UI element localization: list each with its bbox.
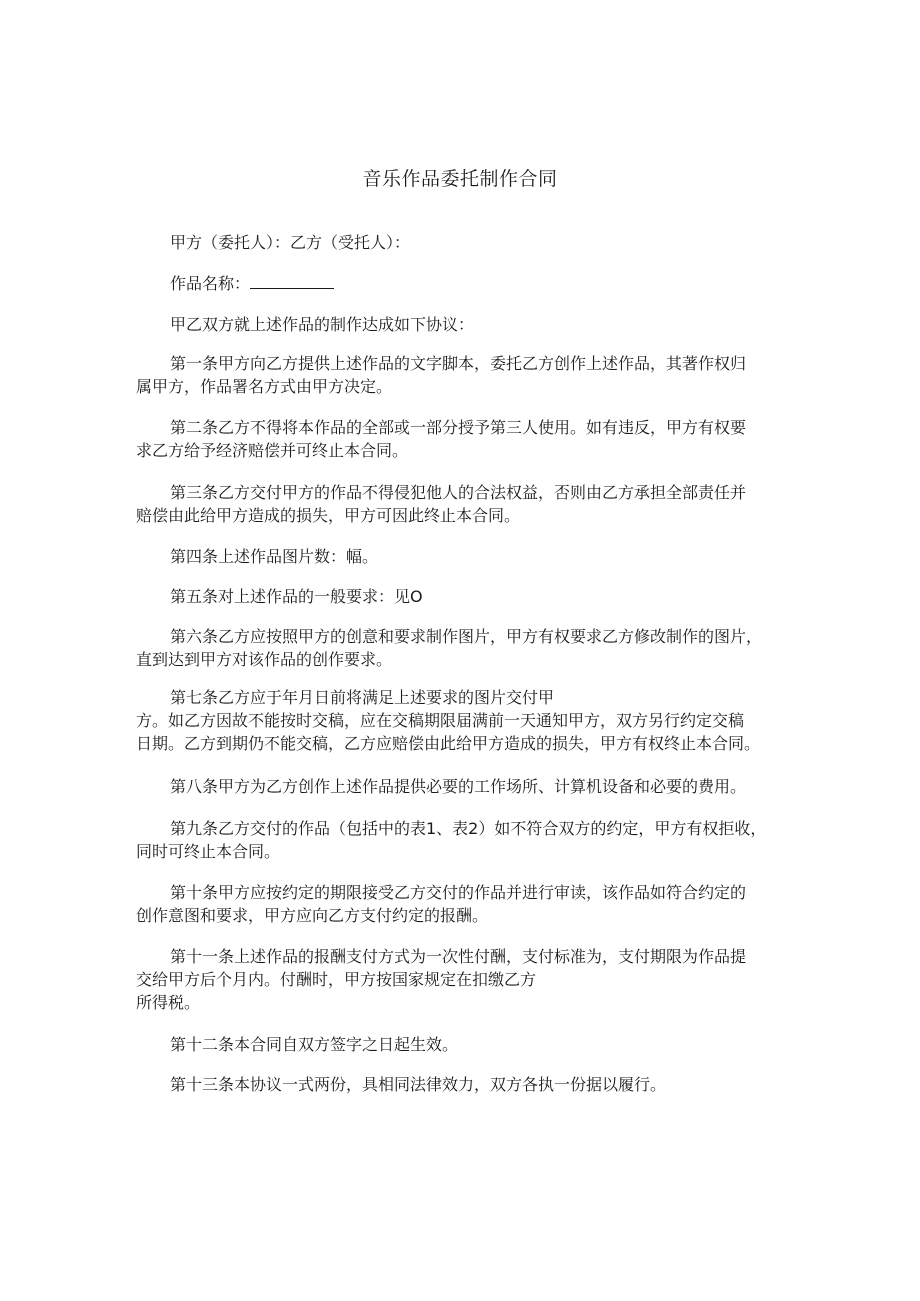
parties-line (136, 231, 796, 254)
article-3-line-2: 赔偿由此给甲方造成的损失，甲方可因此终止本合同。 (136, 506, 521, 525)
article-11 (136, 945, 796, 1014)
article-5-text: 第五条对上述作品的一般要求：见O (170, 587, 423, 606)
preamble (136, 313, 796, 336)
article-3-line-1: 第三条乙方交付甲方的作品不得侵犯他人的合法权益，否则由乙方承担全部责任并 (170, 483, 747, 502)
article-1-line-2: 属甲方，作品署名方式由甲方决定。 (136, 377, 393, 396)
article-9 (136, 817, 796, 863)
work-name-blank (250, 273, 334, 289)
work-name-line (136, 272, 796, 295)
article-13-text: 第十三条本协议一式两份，具相同法律效力，双方各执一份据以履行。 (170, 1075, 667, 1094)
article-12-text: 第十二条本合同自双方签字之日起生效。 (170, 1035, 459, 1054)
article-11-line-3: 所得税。 (136, 993, 201, 1012)
article-6 (136, 625, 796, 671)
article-10-line-1: 第十条甲方应按约定的期限接受乙方交付的作品并进行审读，该作品如符合约定的 (170, 883, 747, 902)
work-name-row (136, 272, 796, 295)
article-2 (136, 416, 796, 462)
article-8-text: 第八条甲方为乙方创作上述作品提供必要的工作场所、计算机设备和必要的费用。 (170, 777, 747, 796)
article-7 (136, 686, 796, 755)
article-6-line-1: 第六条乙方应按照甲方的创意和要求制作图片，甲方有权要求乙方修改制作的图片， (170, 627, 763, 646)
article-1-line-1: 第一条甲方向乙方提供上述作品的文字脚本，委托乙方创作上述作品，其著作权归 (170, 354, 747, 373)
article-11-line-2: 交给甲方后个月内。付酬时，甲方按国家规定在扣缴乙方 (136, 970, 537, 989)
article-3 (136, 481, 796, 527)
article-7-line-3: 日期。乙方到期仍不能交稿，乙方应赔偿由此给甲方造成的损失，甲方有权终止本合同。 (136, 734, 761, 753)
article-9-line-2: 同时可终止本合同。 (136, 842, 281, 861)
article-6-line-2: 直到达到甲方对该作品的创作要求。 (136, 650, 393, 669)
article-11-line-1: 第十一条上述作品的报酬支付方式为一次性付酬，支付标准为，支付期限为作品提 (170, 947, 747, 966)
article-10 (136, 881, 796, 927)
article-9-line-1: 第九条乙方交付的作品（包括中的表1、表2）如不符合双方的约定，甲方有权拒收， (170, 819, 767, 838)
article-8 (136, 775, 796, 798)
article-1 (136, 352, 796, 398)
article-7-line-1: 第七条乙方应于年月日前将满足上述要求的图片交付甲 (170, 688, 555, 707)
work-name-label: 作品名称： (170, 274, 251, 293)
article-12 (136, 1033, 796, 1056)
preamble-text: 甲乙双方就上述作品的制作达成如下协议： (170, 315, 475, 334)
article-4 (136, 545, 796, 568)
document-title: 音乐作品委托制作合同 (362, 168, 558, 190)
parties-text: 甲方（委托人）：乙方（受托人）： (170, 233, 411, 252)
article-4-text: 第四条上述作品图片数：幅。 (170, 547, 379, 566)
article-13 (136, 1073, 796, 1096)
article-10-line-2: 创作意图和要求，甲方应向乙方支付约定的报酬。 (136, 906, 489, 925)
article-5 (136, 585, 796, 608)
article-7-line-2: 方。如乙方因故不能按时交稿，应在交稿期限届满前一天通知甲方，双方另行约定交稿 (136, 711, 745, 730)
article-2-line-2: 求乙方给予经济赔偿并可终止本合同。 (136, 441, 409, 460)
article-2-line-1: 第二条乙方不得将本作品的全部或一部分授予第三人使用。如有违反，甲方有权要 (170, 418, 747, 437)
